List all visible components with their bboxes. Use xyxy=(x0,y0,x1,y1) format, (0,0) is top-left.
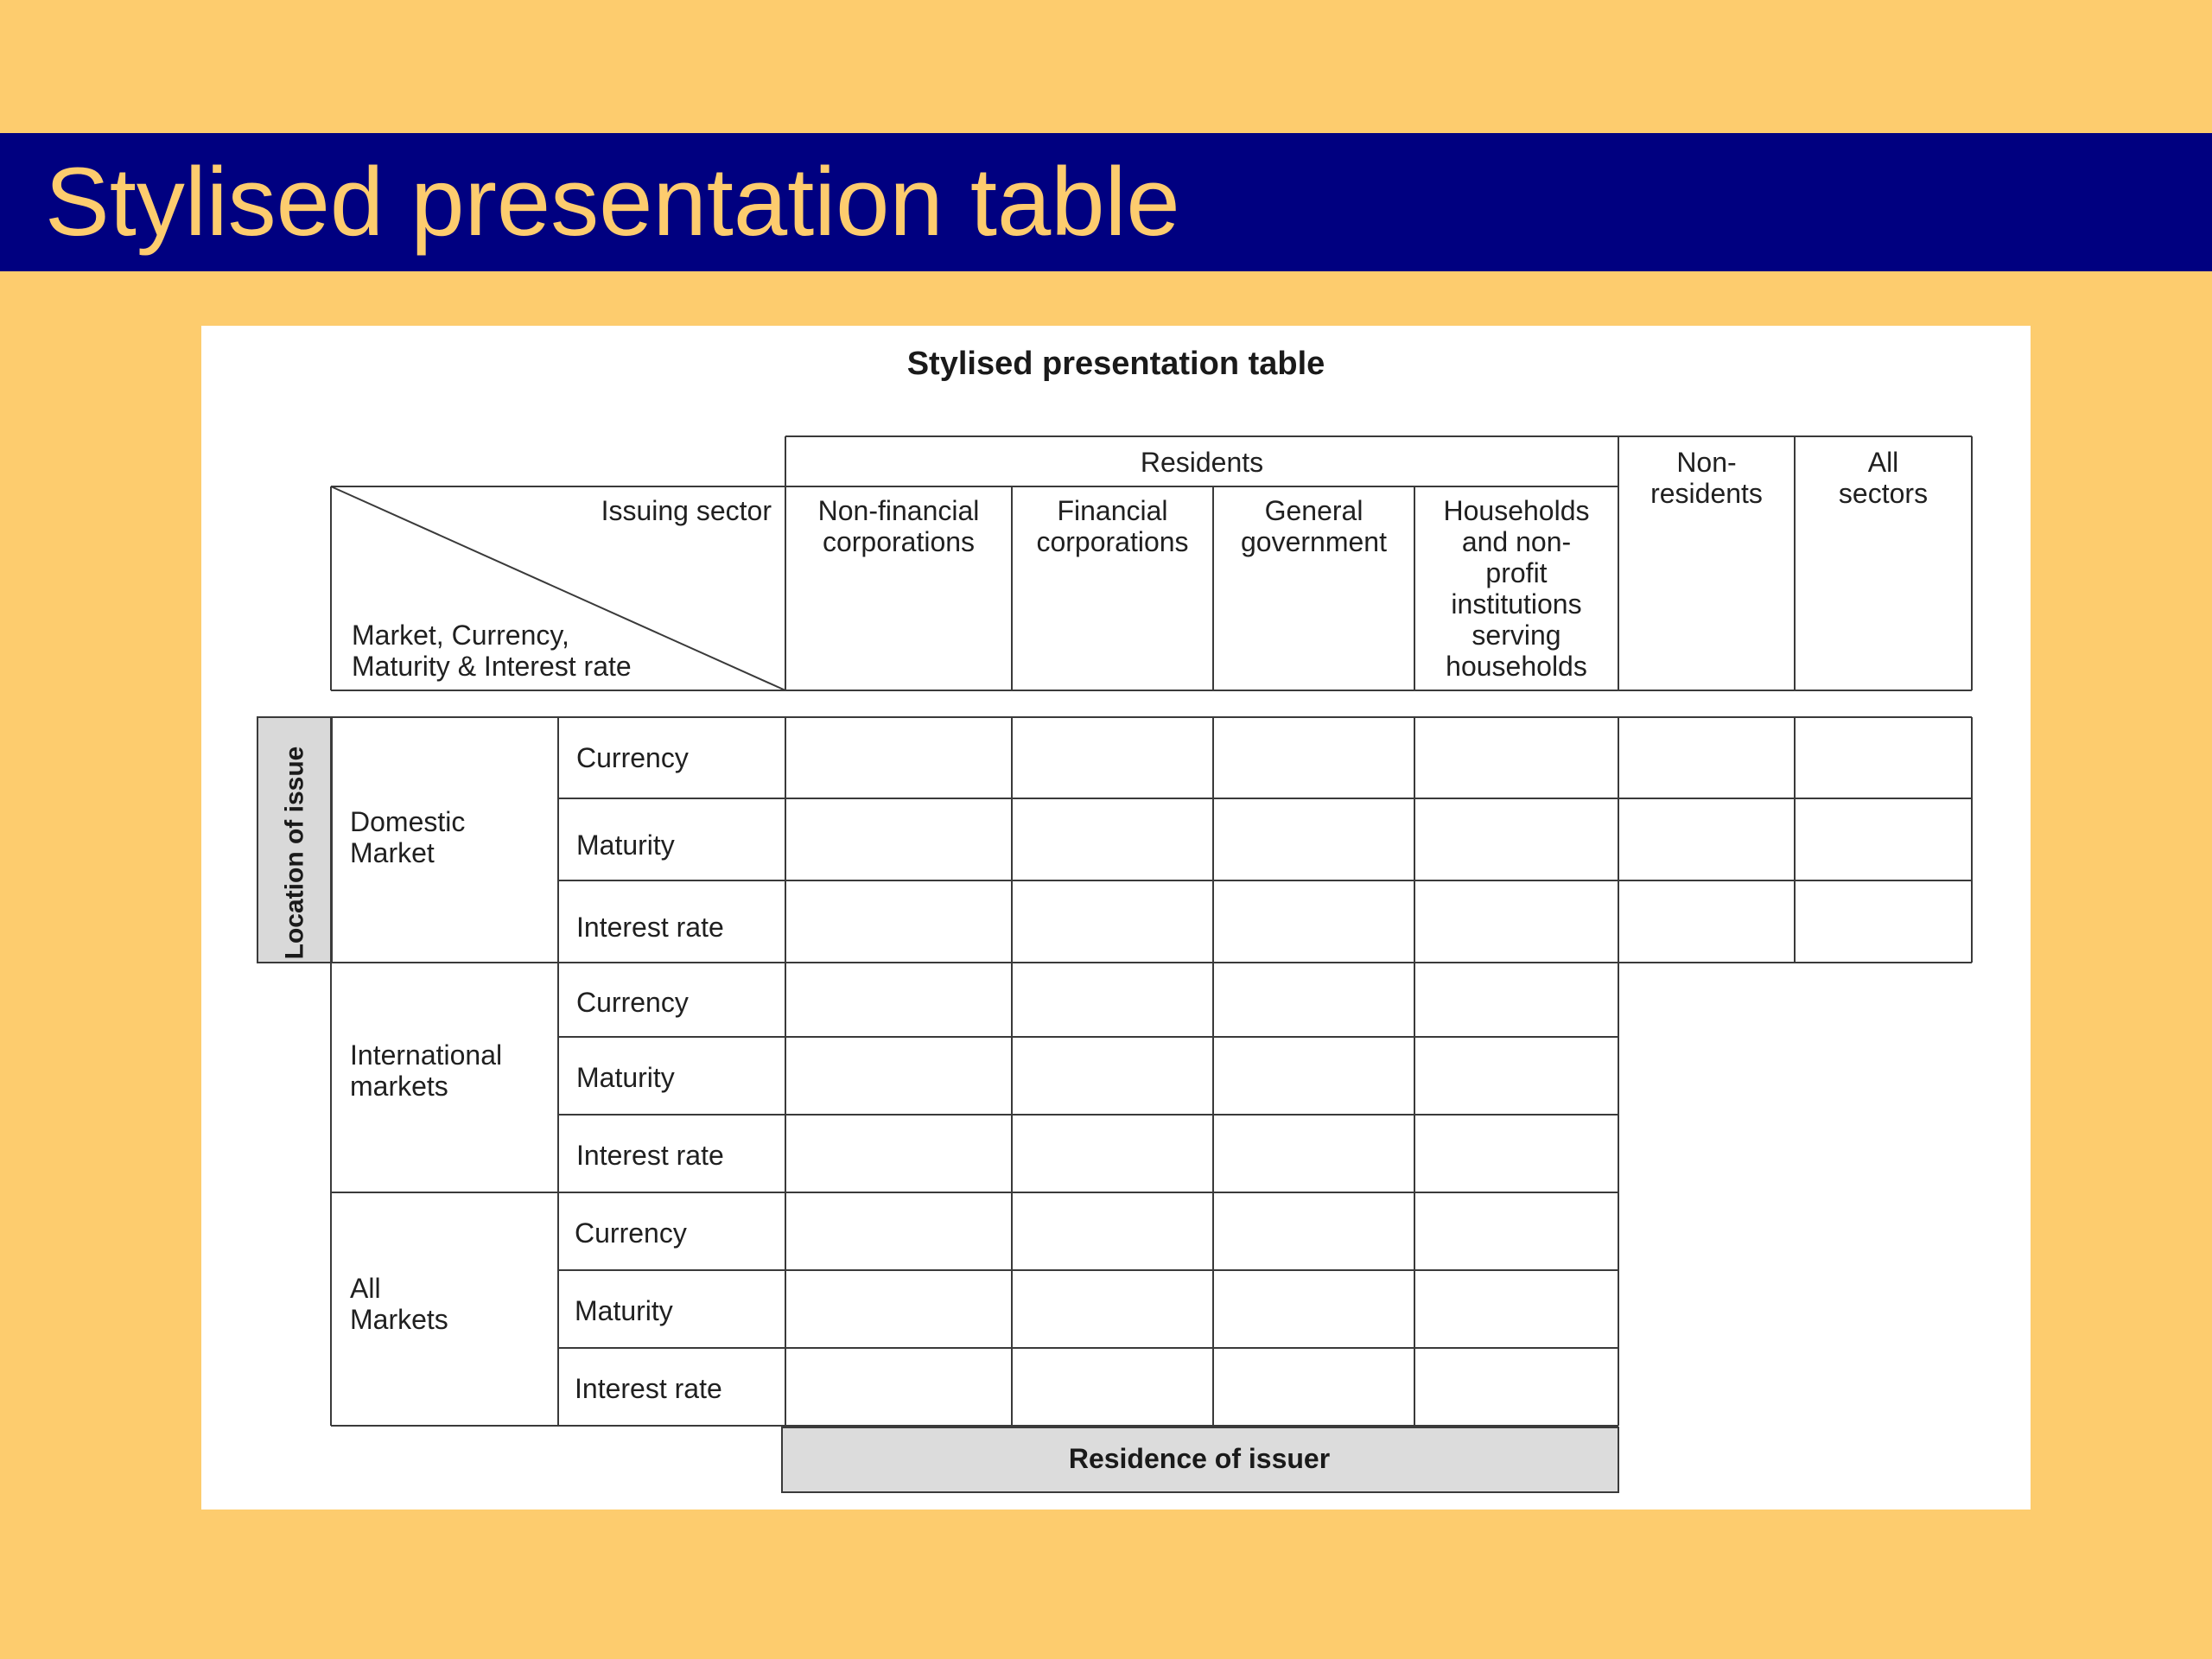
residents-header: Residents xyxy=(1140,447,1264,478)
row-label-international-interest-rate: Interest rate xyxy=(576,1140,724,1171)
row-label-domestic-interest-rate: Interest rate xyxy=(576,912,724,943)
sector-header-nonresidents: Non- residents xyxy=(1650,447,1763,509)
row-label-all-interest-rate: Interest rate xyxy=(575,1373,722,1404)
table-title: Stylised presentation table xyxy=(906,346,1325,382)
table-panel xyxy=(201,326,2031,1510)
sector-header-all: All sectors xyxy=(1838,447,1929,509)
group-label-domestic: Domestic Market xyxy=(350,806,466,868)
row-label-domestic-maturity: Maturity xyxy=(576,830,675,861)
group-label-all: All Markets xyxy=(350,1273,448,1335)
row-label-international-currency: Currency xyxy=(576,987,689,1018)
residence-of-issuer-label: Residence of issuer xyxy=(1068,1443,1331,1474)
sector-header-government: General government xyxy=(1241,495,1387,557)
row-label-international-maturity: Maturity xyxy=(576,1062,675,1093)
slide-title: Stylised presentation table xyxy=(45,148,1180,256)
row-label-all-maturity: Maturity xyxy=(575,1295,673,1326)
row-label-domestic-currency: Currency xyxy=(576,742,689,773)
sector-header-financial: Financial corporations xyxy=(1036,495,1189,557)
title-bar xyxy=(0,133,2212,271)
sector-header-households: Households and non- profit institutions serving households xyxy=(1443,495,1590,682)
location-of-issue-label: Location of issue xyxy=(280,746,309,960)
issuing-sector-label: Issuing sector xyxy=(601,495,772,526)
corner-market-label: Market, Currency, Maturity & Interest rate xyxy=(352,620,632,682)
row-label-all-currency: Currency xyxy=(575,1217,687,1249)
group-label-international: International markets xyxy=(350,1039,503,1102)
sector-header-nonfinancial: Non-financial corporations xyxy=(817,495,980,557)
